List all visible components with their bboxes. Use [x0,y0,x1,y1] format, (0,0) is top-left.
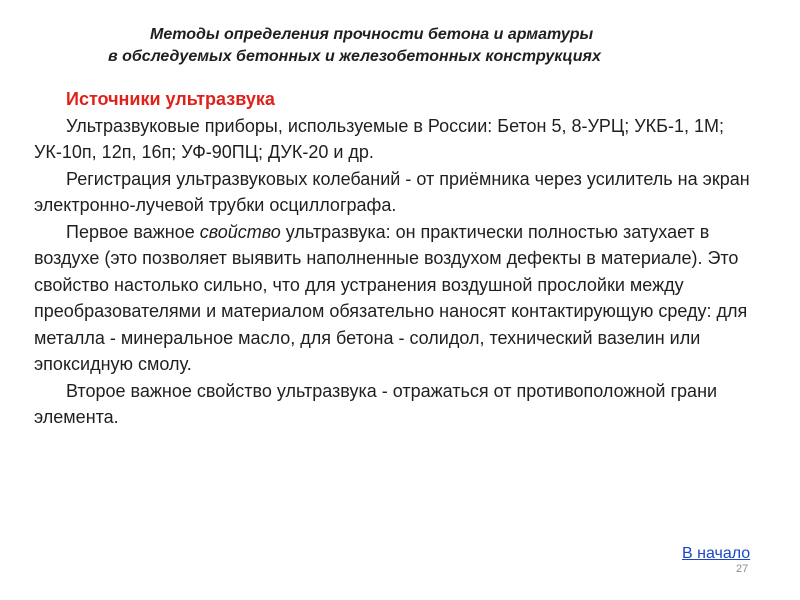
paragraph-first-property-start: Первое важное [66,221,200,242]
paragraph-first-property-rest: ультразвука: он практически полностью затухает в воздухе (это позволяет выявить наполненные воздухом дефекты в материале). Это свойство настолько сильно, что для устранения воздушной прослойки между преобразователями и материалом обязательно наносят контактирующую среду: для металла - минеральное масло, для бетона - солидол, технический вазелин или эпоксидную смолу. [34,221,748,374]
slide-title-line-1: Методы определения прочности бетона и арматуры [150,26,594,43]
section-heading: Источники ультразвука [66,89,275,109]
paragraph-second-property: Второе важное свойство ультразвука - отражаться от противоположной грани элемента. [34,380,718,427]
back-to-start-link[interactable]: В начало [682,545,751,562]
page-number: 27 [736,563,749,575]
paragraph-first-property [34,219,760,378]
paragraph-devices: Ультразвуковые приборы, используемые в России: Бетон 5, 8-УРЦ; УКБ-1, 1М; УК-10п, 12п, 16п; УФ-90ПЦ; ДУК-20 и др. [34,115,724,162]
emphasized-word: свойство [199,221,281,242]
slide-title-line-2: в обследуемых бетонных и железобетонных конструкциях [108,48,601,65]
paragraph-registration: Регистрация ультразвуковых колебаний - от приёмника через усилитель на экран электронно-лучевой трубки осциллографа. [34,168,750,215]
slide-body [34,86,760,431]
